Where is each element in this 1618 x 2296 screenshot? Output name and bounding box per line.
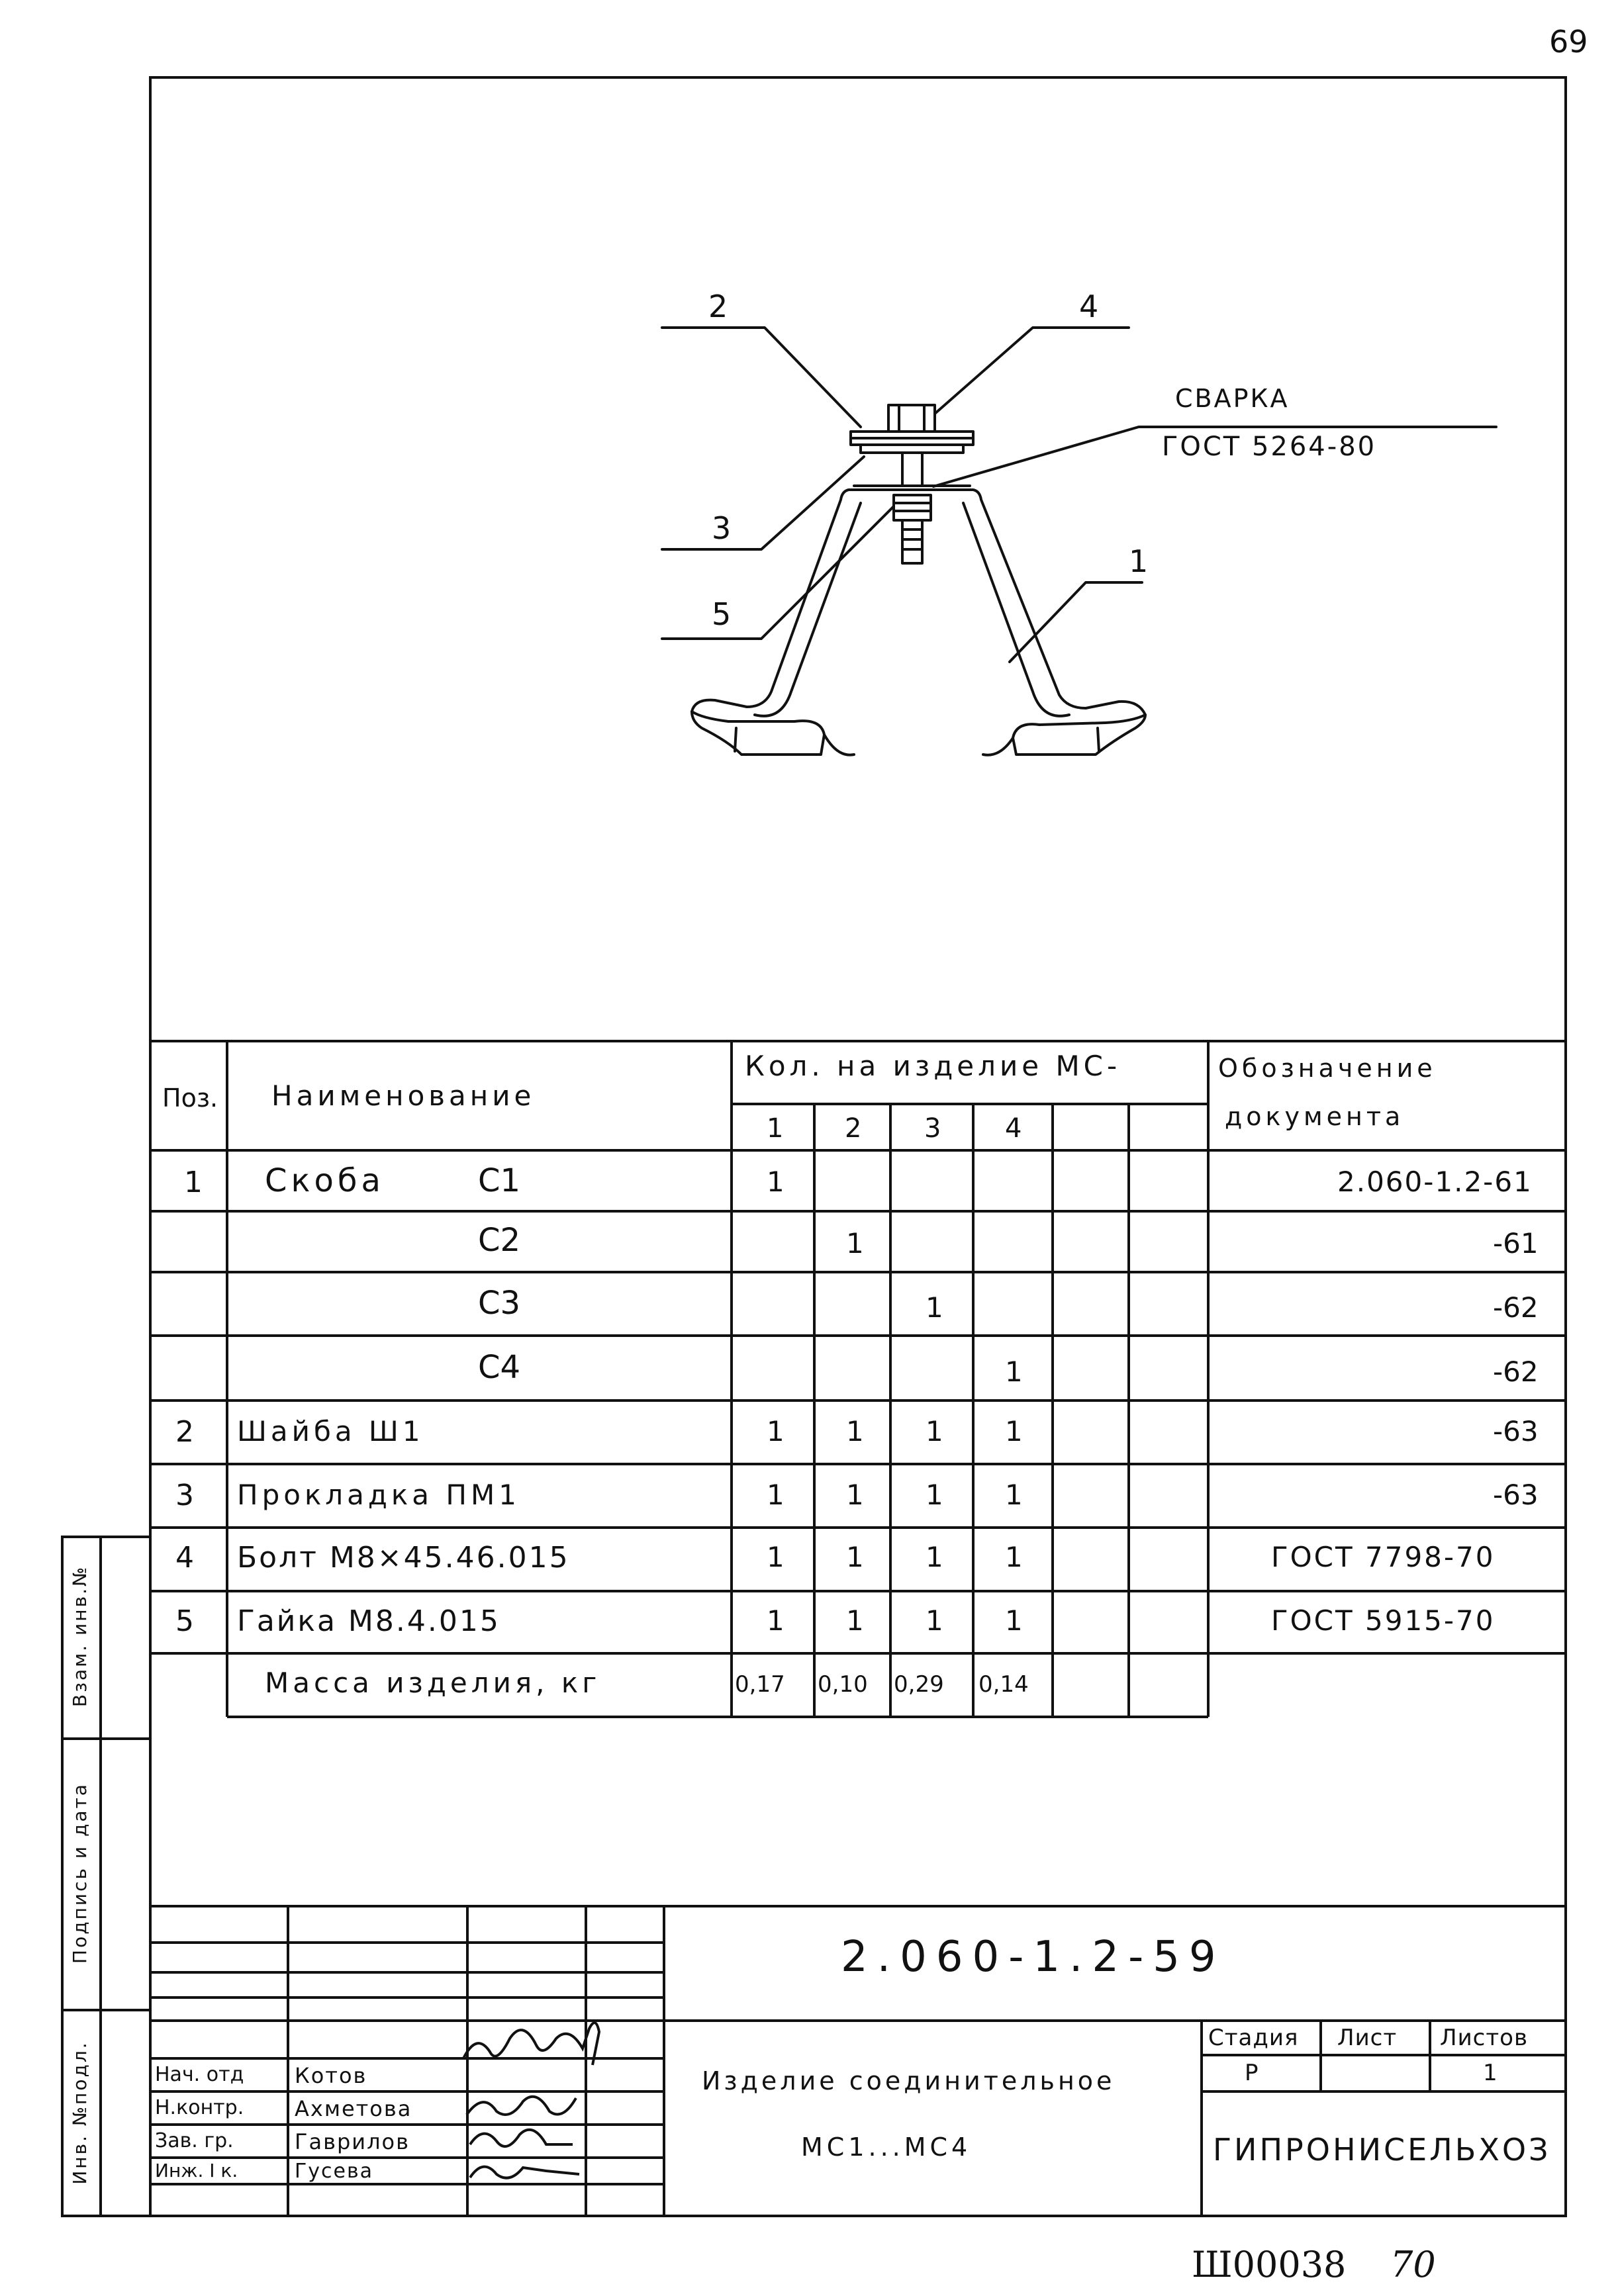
row-6-qty-2: 1 xyxy=(846,1479,864,1511)
mass-value-1: 0,17 xyxy=(735,1671,785,1698)
organization-name: ГИПРОНИСЕЛЬХОЗ xyxy=(1213,2132,1551,2168)
row-7-qty-3: 1 xyxy=(926,1541,943,1573)
title-line-2: МС1...МС4 xyxy=(801,2133,972,2162)
row-7-qty-4: 1 xyxy=(1005,1541,1023,1573)
mass-value-2: 0,10 xyxy=(818,1671,868,1698)
row-6-qty-1: 1 xyxy=(767,1479,785,1511)
row-2-qty-2: 1 xyxy=(846,1227,864,1260)
bottom-page-number: 70 xyxy=(1390,2244,1436,2285)
row-5-qty-1: 1 xyxy=(767,1415,785,1447)
row-8-qty-2: 1 xyxy=(846,1604,864,1637)
row-8-name: Гайка М8.4.015 xyxy=(237,1604,500,1638)
stage-label: Стадия xyxy=(1208,2025,1299,2051)
sheets-value: 1 xyxy=(1483,2060,1498,2086)
person-kotov: Котов xyxy=(295,2063,367,2088)
row-5-pos: 2 xyxy=(175,1415,194,1449)
row-7-qty-1: 1 xyxy=(767,1541,785,1573)
row-8-doc: ГОСТ 5915-70 xyxy=(1271,1604,1496,1637)
header-qty-4: 4 xyxy=(1005,1113,1022,1144)
row-6-qty-4: 1 xyxy=(1005,1479,1023,1511)
row-7-pos: 4 xyxy=(175,1541,194,1575)
stage-value: Р xyxy=(1245,2060,1259,2086)
role-head-dept: Нач. отд xyxy=(155,2063,244,2086)
role-group-head: Зав. гр. xyxy=(155,2129,234,2152)
sheet-label: Лист xyxy=(1337,2025,1398,2051)
row-5-doc: -63 xyxy=(1493,1415,1539,1447)
signature-gavrilov xyxy=(467,2118,586,2158)
row-8-pos: 5 xyxy=(175,1604,194,1638)
row-3-sub: С3 xyxy=(478,1285,521,1322)
row-6-name: Прокладка ПМ1 xyxy=(237,1479,520,1511)
row-7-name: Болт М8×45.46.015 xyxy=(237,1541,570,1575)
weld-standard: ГОСТ 5264-80 xyxy=(1162,432,1377,462)
role-norm-control: Н.контр. xyxy=(155,2096,244,2119)
row-1-name: Скоба xyxy=(265,1162,385,1199)
callout-1: 1 xyxy=(1129,543,1149,579)
row-7-doc: ГОСТ 7798-70 xyxy=(1271,1541,1496,1573)
row-6-pos: 3 xyxy=(175,1479,194,1512)
row-4-qty-4: 1 xyxy=(1005,1355,1023,1388)
role-engineer: Инж. I к. xyxy=(155,2160,238,2181)
row-5-name: Шайба Ш1 xyxy=(237,1415,424,1447)
bottom-code: Ш00038 xyxy=(1192,2244,1347,2285)
header-qty-group: Кол. на изделие МС- xyxy=(745,1050,1121,1082)
mass-value-3: 0,29 xyxy=(894,1671,944,1698)
header-qty-1: 1 xyxy=(767,1113,784,1144)
row-5-qty-2: 1 xyxy=(846,1415,864,1447)
row-5-qty-4: 1 xyxy=(1005,1415,1023,1447)
callout-4: 4 xyxy=(1079,289,1099,324)
callout-5: 5 xyxy=(712,596,732,632)
sheets-label: Листов xyxy=(1440,2025,1529,2051)
doc-number: 2.060-1.2-59 xyxy=(841,1933,1225,1982)
title-line-1: Изделие соединительное xyxy=(702,2066,1116,2095)
callout-2: 2 xyxy=(708,289,728,324)
row-4-doc: -62 xyxy=(1493,1355,1539,1388)
weld-label: СВАРКА xyxy=(1175,384,1290,413)
row-3-doc: -62 xyxy=(1493,1291,1539,1324)
callout-3: 3 xyxy=(712,510,732,546)
header-qty-2: 2 xyxy=(845,1113,862,1144)
row-1-qty-1: 1 xyxy=(767,1166,785,1198)
header-designation-2: документа xyxy=(1225,1102,1405,1131)
mass-value-4: 0,14 xyxy=(978,1671,1029,1698)
stamp-original-inventory: Инв. №подл. xyxy=(69,2041,91,2185)
stamp-replacement-inventory: Взам. инв.№ xyxy=(69,1565,91,1708)
row-1-sub: С1 xyxy=(478,1162,521,1199)
header-pos: Поз. xyxy=(162,1083,218,1113)
row-8-qty-1: 1 xyxy=(767,1604,785,1637)
row-5-qty-3: 1 xyxy=(926,1415,943,1447)
mass-label: Масса изделия, кг xyxy=(265,1667,601,1699)
row-4-sub: С4 xyxy=(478,1349,521,1386)
row-2-sub: С2 xyxy=(478,1222,521,1259)
row-2-doc: -61 xyxy=(1493,1227,1539,1260)
header-name: Наименование xyxy=(271,1079,536,1112)
row-8-qty-4: 1 xyxy=(1005,1604,1023,1637)
row-1-pos: 1 xyxy=(184,1166,203,1199)
row-8-qty-3: 1 xyxy=(926,1604,943,1637)
person-akhmetova: Ахметова xyxy=(295,2096,412,2121)
person-guseva: Гусева xyxy=(295,2160,374,2183)
header-qty-3: 3 xyxy=(924,1113,941,1144)
stamp-signature-date: Подпись и дата xyxy=(69,1782,91,1964)
header-designation-1: Обозначение xyxy=(1218,1054,1437,1083)
signature-kotov xyxy=(457,2012,609,2072)
row-6-qty-3: 1 xyxy=(926,1479,943,1511)
row-3-qty-3: 1 xyxy=(926,1291,943,1324)
row-6-doc: -63 xyxy=(1493,1479,1539,1511)
row-7-qty-2: 1 xyxy=(846,1541,864,1573)
signature-guseva xyxy=(467,2154,586,2187)
person-gavrilov: Гаврилов xyxy=(295,2129,410,2154)
row-1-doc: 2.060-1.2-61 xyxy=(1337,1166,1533,1198)
page-number-top: 69 xyxy=(1549,24,1588,60)
